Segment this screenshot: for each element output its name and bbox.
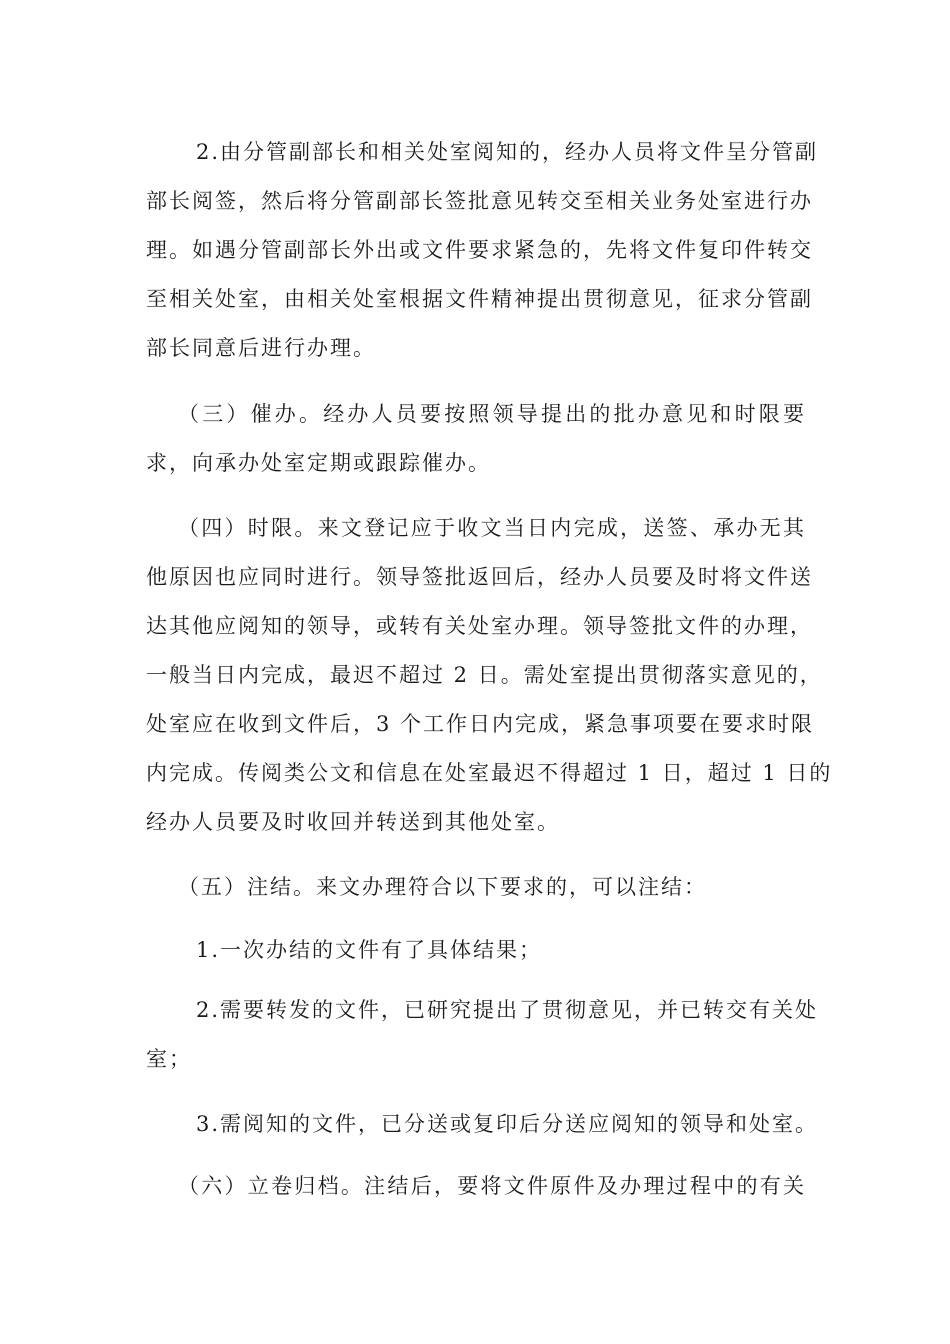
- paragraph-line: 2.需要转发的文件，已研究提出了贯彻意见，并已转交有关处: [196, 998, 819, 1022]
- paragraph-line: 内完成。传阅类公文和信息在处室最迟不得超过 1 日，超过 1 日的: [146, 761, 833, 785]
- paragraph-line: 1.一次办结的文件有了具体结果；: [196, 938, 543, 962]
- paragraph-line: 理。如遇分管副部长外出或文件要求紧急的，先将文件复印件转交: [146, 238, 813, 262]
- paragraph-line: 处室应在收到文件后，3 个工作日内完成，紧急事项要在要求时限: [146, 712, 815, 736]
- paragraph-line: 经办人员要及时收回并转送到其他处室。: [146, 810, 560, 834]
- paragraph-line: （三）催办。经办人员要按照领导提出的批办意见和时限要: [178, 402, 806, 426]
- paragraph-line: （四）时限。来文登记应于收文当日内完成，送签、承办无其: [178, 516, 806, 540]
- paragraph-line: 求，向承办处室定期或跟踪催办。: [146, 451, 491, 475]
- paragraph-line: （六）立卷归档。注结后，要将文件原件及办理过程中的有关: [178, 1174, 806, 1198]
- paragraph-line: 室；: [146, 1047, 192, 1071]
- paragraph-line: （五）注结。来文办理符合以下要求的，可以注结：: [178, 875, 707, 899]
- paragraph-line: 3.需阅知的文件，已分送或复印后分送应阅知的领导和处室。: [196, 1112, 819, 1136]
- paragraph-line: 2.由分管副部长和相关处室阅知的，经办人员将文件呈分管副: [196, 140, 819, 164]
- paragraph-line: 至相关处室，由相关处室根据文件精神提出贯彻意见，征求分管副: [146, 287, 813, 311]
- paragraph-line: 达其他应阅知的领导，或转有关处室办理。领导签批文件的办理，: [146, 614, 813, 638]
- paragraph-line: 部长同意后进行办理。: [146, 336, 376, 360]
- paragraph-line: 他原因也应同时进行。领导签批返回后，经办人员要及时将文件送: [146, 565, 813, 589]
- paragraph-line: 部长阅签，然后将分管副部长签批意见转交至相关业务处室进行办: [146, 189, 813, 213]
- paragraph-line: 一般当日内完成，最迟不超过 2 日。需处室提出贯彻落实意见的，: [146, 663, 823, 687]
